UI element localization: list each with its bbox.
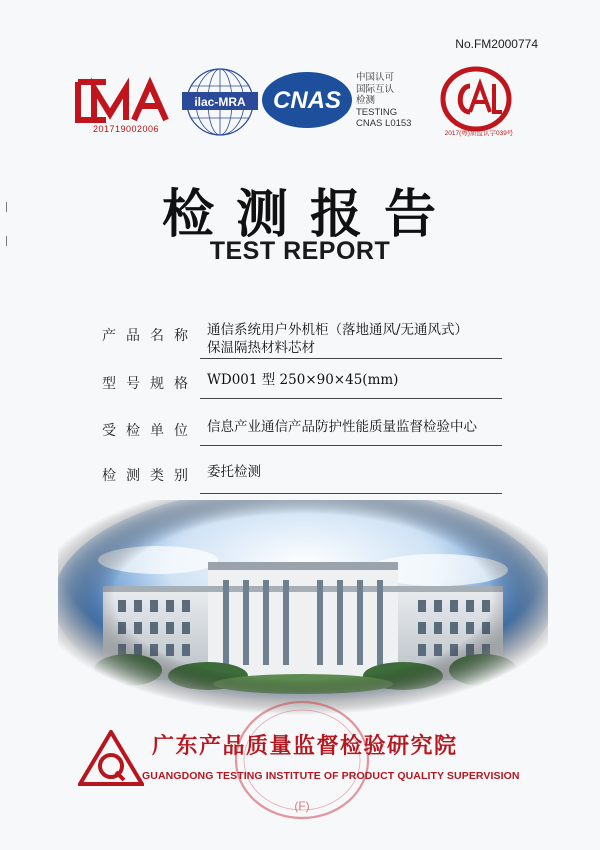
official-seal-stamp bbox=[222, 690, 382, 830]
label-char: 品 bbox=[126, 328, 140, 344]
value-line: 通信系统用户外机柜（落地通风/无通风式） bbox=[207, 322, 469, 338]
label-char: 别 bbox=[174, 468, 188, 484]
ilac-mra-logo bbox=[178, 66, 262, 138]
field-label-product-name bbox=[102, 325, 188, 345]
margin-mark bbox=[6, 202, 11, 212]
cnas-accreditation-text bbox=[356, 72, 411, 130]
label-char: 检 bbox=[126, 423, 140, 439]
cnas-line: 中国认可 bbox=[356, 72, 395, 83]
institute-building-image bbox=[58, 500, 548, 715]
label-char: 名 bbox=[150, 328, 164, 344]
label-char: 号 bbox=[126, 376, 140, 392]
label-char: 产 bbox=[102, 328, 116, 344]
field-label-test-type bbox=[102, 465, 188, 485]
cnas-logo bbox=[260, 70, 354, 130]
label-char: 称 bbox=[174, 328, 188, 344]
label-char: 类 bbox=[150, 468, 164, 484]
cma-number: 201719002006 bbox=[92, 124, 160, 134]
cnas-line: CNAS L0153 bbox=[356, 118, 412, 130]
margin-mark bbox=[6, 236, 11, 246]
label-char: 单 bbox=[150, 423, 164, 439]
label-char: 受 bbox=[102, 423, 116, 439]
cnas-line: TESTING bbox=[356, 106, 398, 118]
report-title-en: TEST REPORT bbox=[209, 237, 391, 265]
report-number: No.FM2000774 bbox=[455, 37, 538, 51]
field-value-test-type bbox=[207, 463, 507, 481]
field-underline bbox=[200, 445, 502, 446]
label-char: 测 bbox=[126, 468, 140, 484]
ilac-mra-text: ilac-MRA bbox=[194, 95, 246, 109]
label-char: 格 bbox=[174, 376, 188, 392]
label-char: 位 bbox=[174, 423, 188, 439]
field-label-model bbox=[102, 373, 188, 393]
institute-name-en: GUANGDONG TESTING INSTITUTE OF PRODUCT QUALITY SUPERVISION bbox=[142, 770, 520, 782]
field-underline bbox=[200, 358, 502, 359]
field-underline bbox=[200, 398, 502, 399]
value-line: 委托检测 bbox=[207, 464, 261, 480]
institute-name-cn: 广东产品质量监督检验研究院 bbox=[152, 734, 458, 759]
value-line: 信息产业通信产品防护性能质量监督检验中心 bbox=[207, 419, 477, 435]
stamp-letter: (F) bbox=[294, 799, 310, 813]
label-char: 规 bbox=[150, 376, 164, 392]
label-char: 检 bbox=[102, 468, 116, 484]
field-value-model bbox=[207, 371, 507, 389]
value-line: 保温隔热材料芯材 bbox=[207, 340, 315, 356]
field-label-inspected-unit bbox=[102, 420, 188, 440]
cnas-line: 国际互认 bbox=[356, 83, 395, 95]
report-title-cn: 检测报告 bbox=[161, 184, 458, 245]
field-underline bbox=[200, 493, 502, 494]
field-value-product-name bbox=[207, 321, 507, 357]
cnas-logo-text: CNAS bbox=[272, 87, 342, 114]
value-line: WD001 型 250×90×45(mm) bbox=[207, 372, 399, 388]
cnas-line: 检测 bbox=[356, 95, 376, 107]
institute-logo bbox=[78, 730, 144, 786]
label-char: 型 bbox=[102, 376, 116, 392]
field-value-inspected-unit bbox=[207, 418, 507, 436]
cal-number: 2017(粤)质监认字039号 bbox=[444, 130, 514, 137]
